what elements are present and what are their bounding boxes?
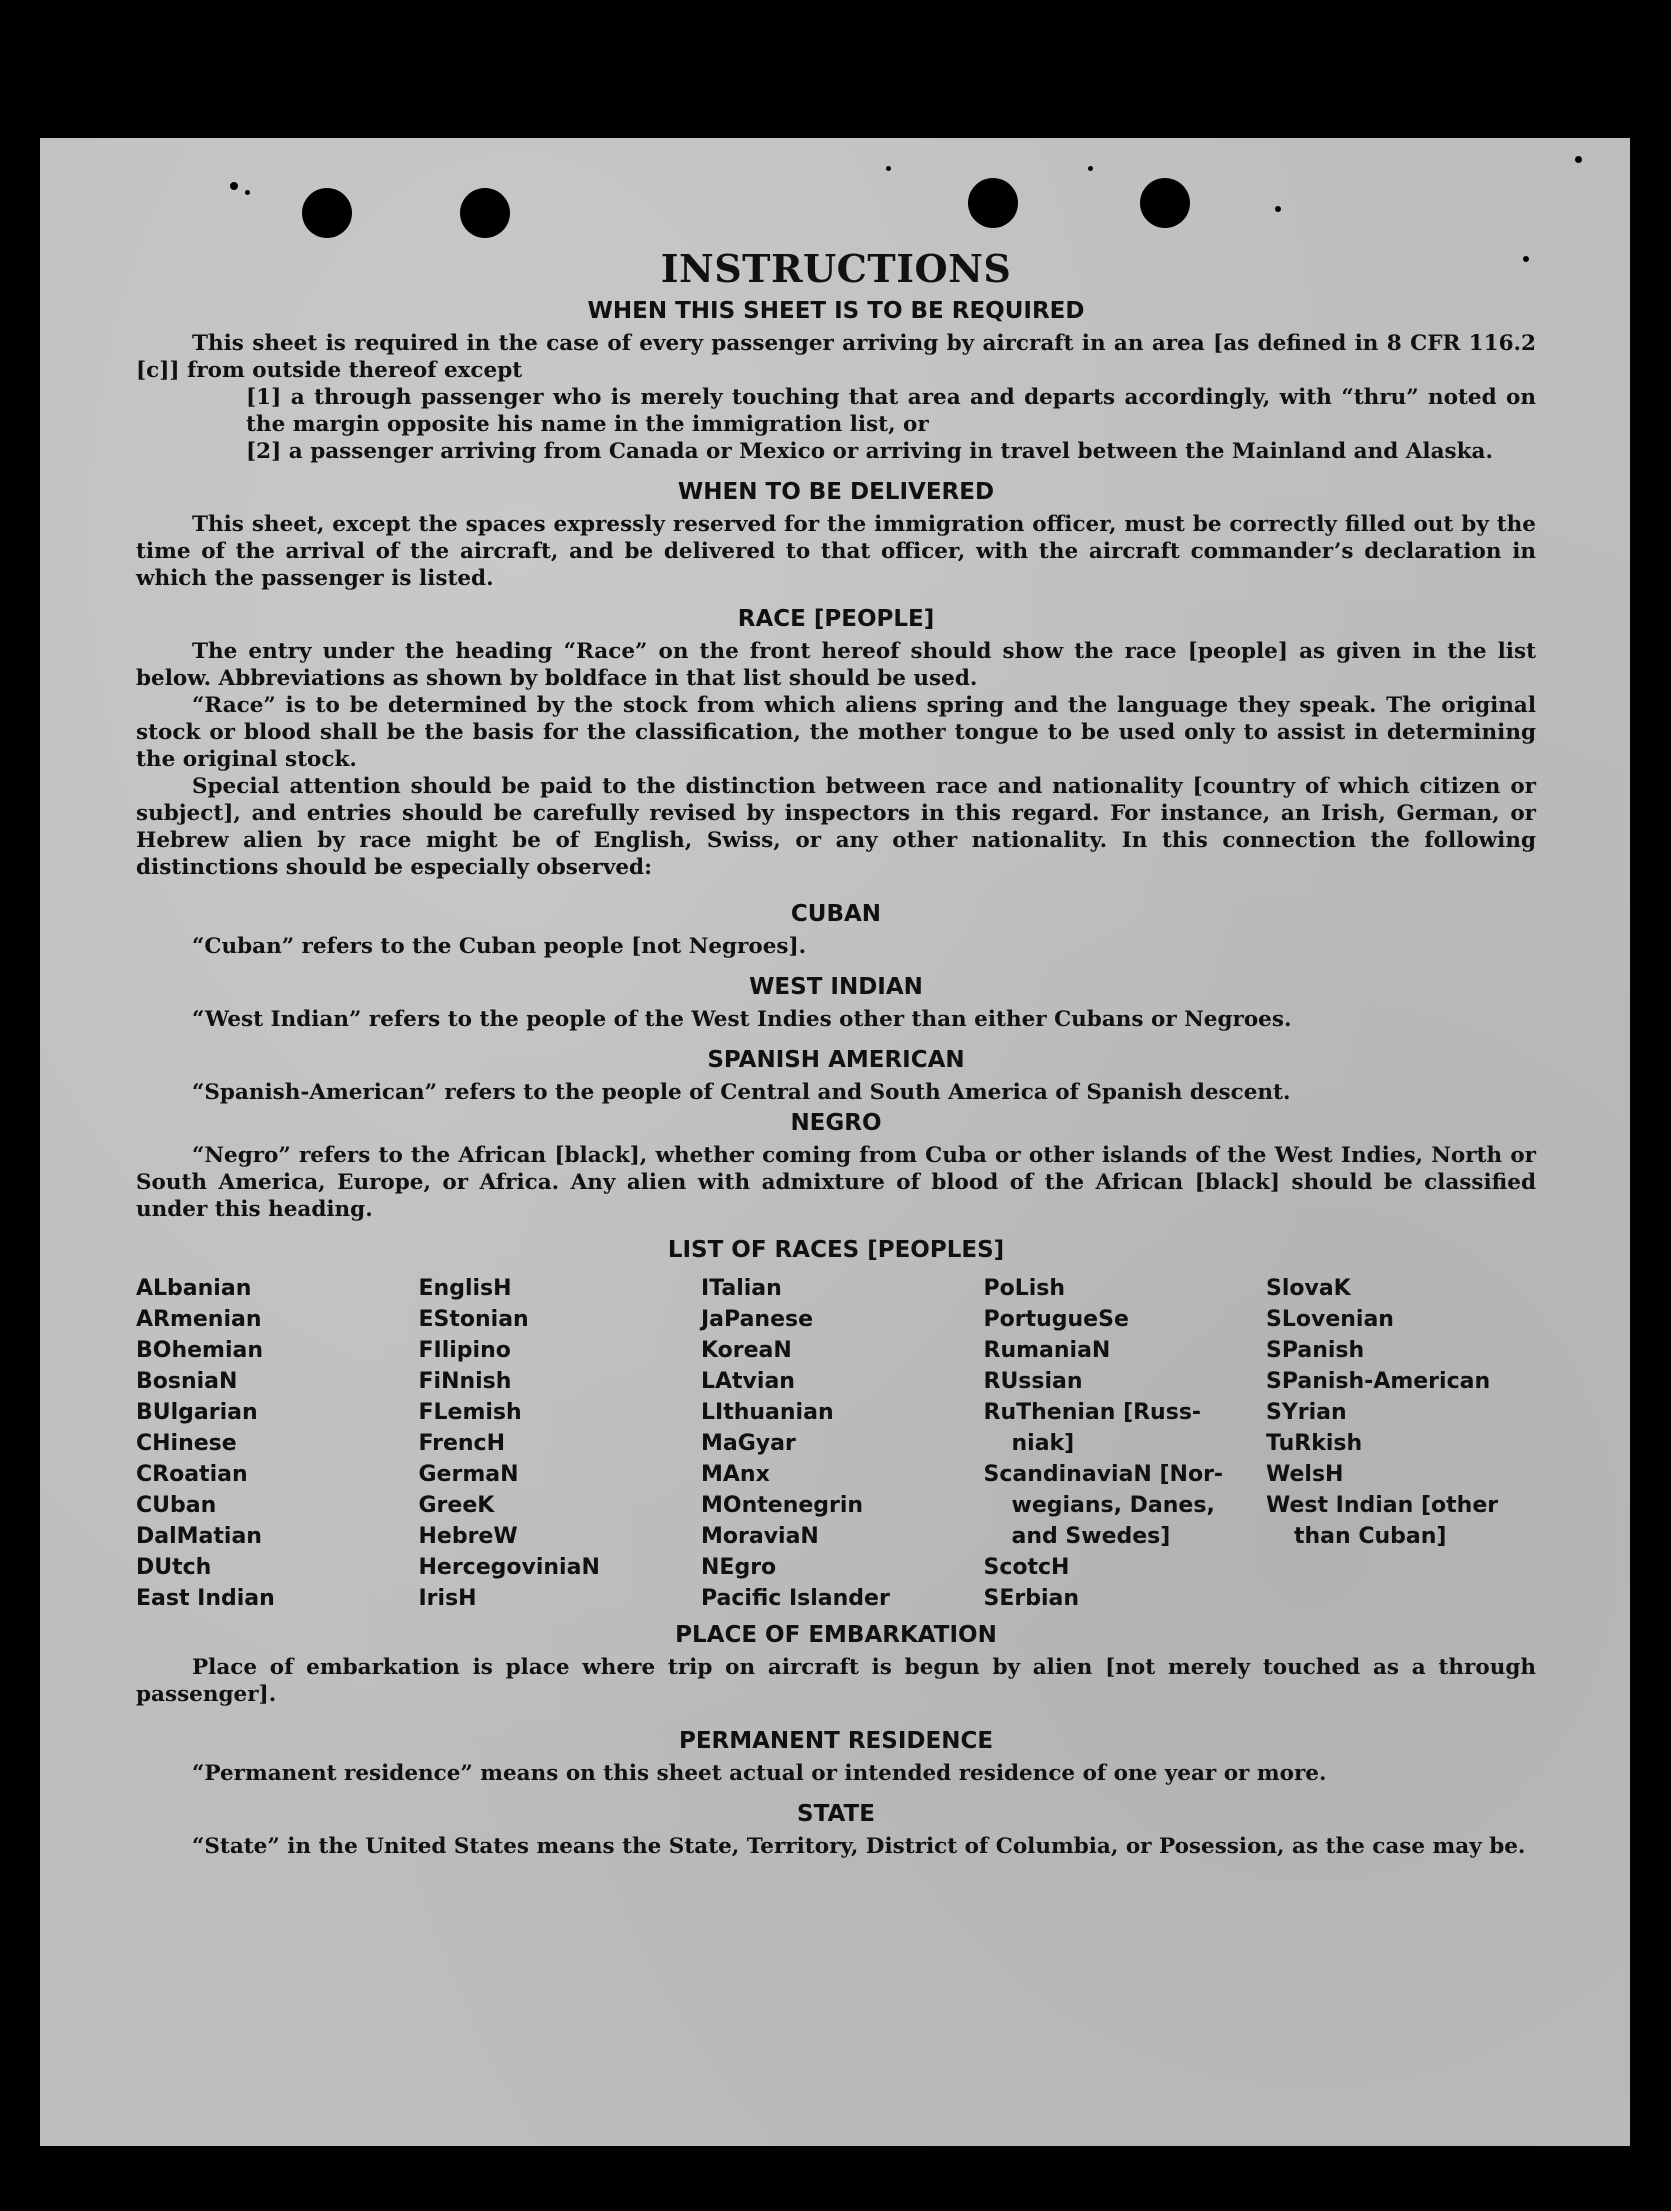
races-column: [419, 1273, 689, 1614]
race-entry: BUlgarian: [136, 1400, 258, 1425]
race-entry: WelsH: [1266, 1462, 1344, 1487]
race-entry: BosniaN: [136, 1369, 238, 1394]
race-entry: SPanish: [1266, 1338, 1365, 1363]
punch-hole: [1140, 178, 1190, 228]
races-column: [1266, 1273, 1536, 1614]
heading-west-indian: WEST INDIAN: [749, 974, 923, 1000]
west-indian-text: “West Indian” refers to the people of the West Indies other than either Cubans or Negroes.: [192, 1007, 1292, 1032]
race-entry: ScandinaviaN [Nor-: [983, 1462, 1224, 1487]
race-entry: RumaniaN: [983, 1338, 1111, 1363]
race-entry: EStonian: [418, 1307, 529, 1332]
punch-hole: [302, 188, 352, 238]
race-entry: West Indian [other: [1266, 1493, 1499, 1518]
race-entry: MAnx: [701, 1462, 770, 1487]
race-entry: PoLish: [983, 1276, 1066, 1301]
punch-hole: [968, 178, 1018, 228]
race-entry: SYrian: [1266, 1400, 1347, 1425]
race-entry: ITalian: [701, 1276, 782, 1301]
race-entry: TuRkish: [1266, 1431, 1363, 1456]
race-entry: Pacific Islander: [701, 1586, 890, 1611]
race-entry: GermaN: [418, 1462, 519, 1487]
race-entry: FrencH: [418, 1431, 506, 1456]
race-entry: GreeK: [418, 1493, 495, 1518]
heading-race: RACE [PEOPLE]: [737, 606, 935, 632]
race-entry: CUban: [136, 1493, 217, 1518]
punch-hole: [460, 188, 510, 238]
race-entry: CHinese: [136, 1431, 237, 1456]
races-column: [136, 1273, 406, 1614]
race-entry: LIthuanian: [701, 1400, 834, 1425]
race-entry: CRoatian: [136, 1462, 248, 1487]
race-entry: DUtch: [136, 1555, 212, 1580]
races-column: [701, 1273, 971, 1614]
race-entry: LAtvian: [701, 1369, 795, 1394]
race-entry: HebreW: [418, 1524, 518, 1549]
race-entry: EnglisH: [418, 1276, 512, 1301]
exception-item-2: [2] a passenger arriving from Canada or Mexico or arriving in travel between the Mainland and Alaska.: [246, 439, 1493, 464]
heading-negro: NEGRO: [790, 1110, 882, 1136]
race-entry: SlovaK: [1266, 1276, 1351, 1301]
race-entry: niak]: [1011, 1431, 1075, 1456]
races-list: [136, 1273, 1536, 1614]
document-sheet: [40, 138, 1630, 2146]
heading-list-of-races: LIST OF RACES [PEOPLES]: [667, 1237, 1005, 1263]
race-entry: MOntenegrin: [701, 1493, 864, 1518]
race-entry: than Cuban]: [1294, 1524, 1447, 1549]
race-entry: PortugueSe: [983, 1307, 1129, 1332]
speck: [1088, 166, 1093, 171]
heading-delivered: WHEN TO BE DELIVERED: [677, 479, 995, 505]
race-entry: ScotcH: [983, 1555, 1070, 1580]
heading-cuban: CUBAN: [790, 901, 882, 927]
race-entry: SLovenian: [1266, 1307, 1394, 1332]
heading-required: WHEN THIS SHEET IS TO BE REQUIRED: [587, 298, 1085, 324]
race-entry: FiNnish: [418, 1369, 512, 1394]
race-entry: NEgro: [701, 1555, 777, 1580]
race-paragraph: “Race” is to be determined by the stock from which aliens spring and the language they speak. The original stock or blood shall be the basis for the classification, the mother tongue to be used only to assist in determining the original stock.: [136, 693, 1536, 772]
race-paragraph: The entry under the heading “Race” on the front hereof should show the race [people] as given in the list below. Abbreviations as shown by boldface in that list should be used.: [136, 639, 1536, 691]
race-entry: MoraviaN: [701, 1524, 819, 1549]
delivered-text: This sheet, except the spaces expressly reserved for the immigration officer, must be correctly filled out by the time of the arrival of the aircraft, and be delivered to that officer, with the aircraft commander’s declaration in which the passenger is listed.: [136, 512, 1536, 591]
speck: [1275, 206, 1281, 212]
race-entry: KoreaN: [701, 1338, 792, 1363]
cuban-text: “Cuban” refers to the Cuban people [not Negroes].: [192, 934, 807, 959]
races-column: [984, 1273, 1254, 1614]
race-entry: RuThenian [Russ-: [983, 1400, 1202, 1425]
embarkation-text: Place of embarkation is place where trip on aircraft is begun by alien [not merely touched as a through passenger].: [136, 1655, 1536, 1707]
race-entry: JaPanese: [701, 1307, 814, 1332]
exception-item-1: [1] a through passenger who is merely touching that area and departs accordingly, with “thru” noted on the margin opposite his name in the immigration list, or: [246, 385, 1536, 437]
race-paragraph: Special attention should be paid to the distinction between race and nationality [country of which citizen or subject], and entries should be carefully revised by inspectors in this regard. For instance, an Irish, German, or Hebrew alien by race might be of English, Swiss, or any other nationality. In this connection the following distinctions should be especially observed:: [136, 774, 1536, 880]
speck: [245, 190, 250, 195]
race-entry: FLemish: [418, 1400, 522, 1425]
residence-text: “Permanent residence” means on this sheet actual or intended residence of one year or more.: [192, 1761, 1327, 1786]
race-entry: wegians, Danes,: [1011, 1493, 1215, 1518]
race-entry: BOhemian: [136, 1338, 264, 1363]
race-entry: IrisH: [418, 1586, 477, 1611]
heading-embarkation: PLACE OF EMBARKATION: [675, 1622, 997, 1648]
race-entry: DalMatian: [136, 1524, 262, 1549]
race-entry: ARmenian: [136, 1307, 262, 1332]
state-text: “State” in the United States means the State, Territory, District of Columbia, or Posession, as the case may be.: [192, 1834, 1526, 1859]
heading-residence: PERMANENT RESIDENCE: [678, 1728, 994, 1754]
spanish-american-text: “Spanish-American” refers to the people of Central and South America of Spanish descent.: [192, 1080, 1291, 1105]
race-entry: SPanish-American: [1266, 1369, 1491, 1394]
race-entry: FIlipino: [418, 1338, 511, 1363]
race-entry: SErbian: [983, 1586, 1080, 1611]
race-entry: HercegoviniaN: [418, 1555, 600, 1580]
speck: [230, 182, 238, 190]
race-entry: MaGyar: [701, 1431, 796, 1456]
race-entry: RUssian: [983, 1369, 1083, 1394]
instructions-content: [136, 246, 1536, 1860]
race-entry: and Swedes]: [1011, 1524, 1171, 1549]
speck: [1575, 156, 1582, 163]
speck: [886, 166, 891, 171]
page-title: INSTRUCTIONS: [660, 246, 1012, 291]
heading-spanish-american: SPANISH AMERICAN: [707, 1047, 965, 1073]
heading-state: STATE: [797, 1801, 875, 1827]
race-entry: ALbanian: [136, 1276, 252, 1301]
required-intro: This sheet is required in the case of every passenger arriving by aircraft in an area [as defined in 8 CFR 116.2 [c]] from outside thereof except: [136, 331, 1536, 383]
race-entry: East Indian: [136, 1586, 275, 1611]
negro-text: “Negro” refers to the African [black], whether coming from Cuba or other islands of the West Indies, North or South America, Europe, or Africa. Any alien with admixture of blood of the African [black] should be classified under this heading.: [136, 1143, 1536, 1222]
